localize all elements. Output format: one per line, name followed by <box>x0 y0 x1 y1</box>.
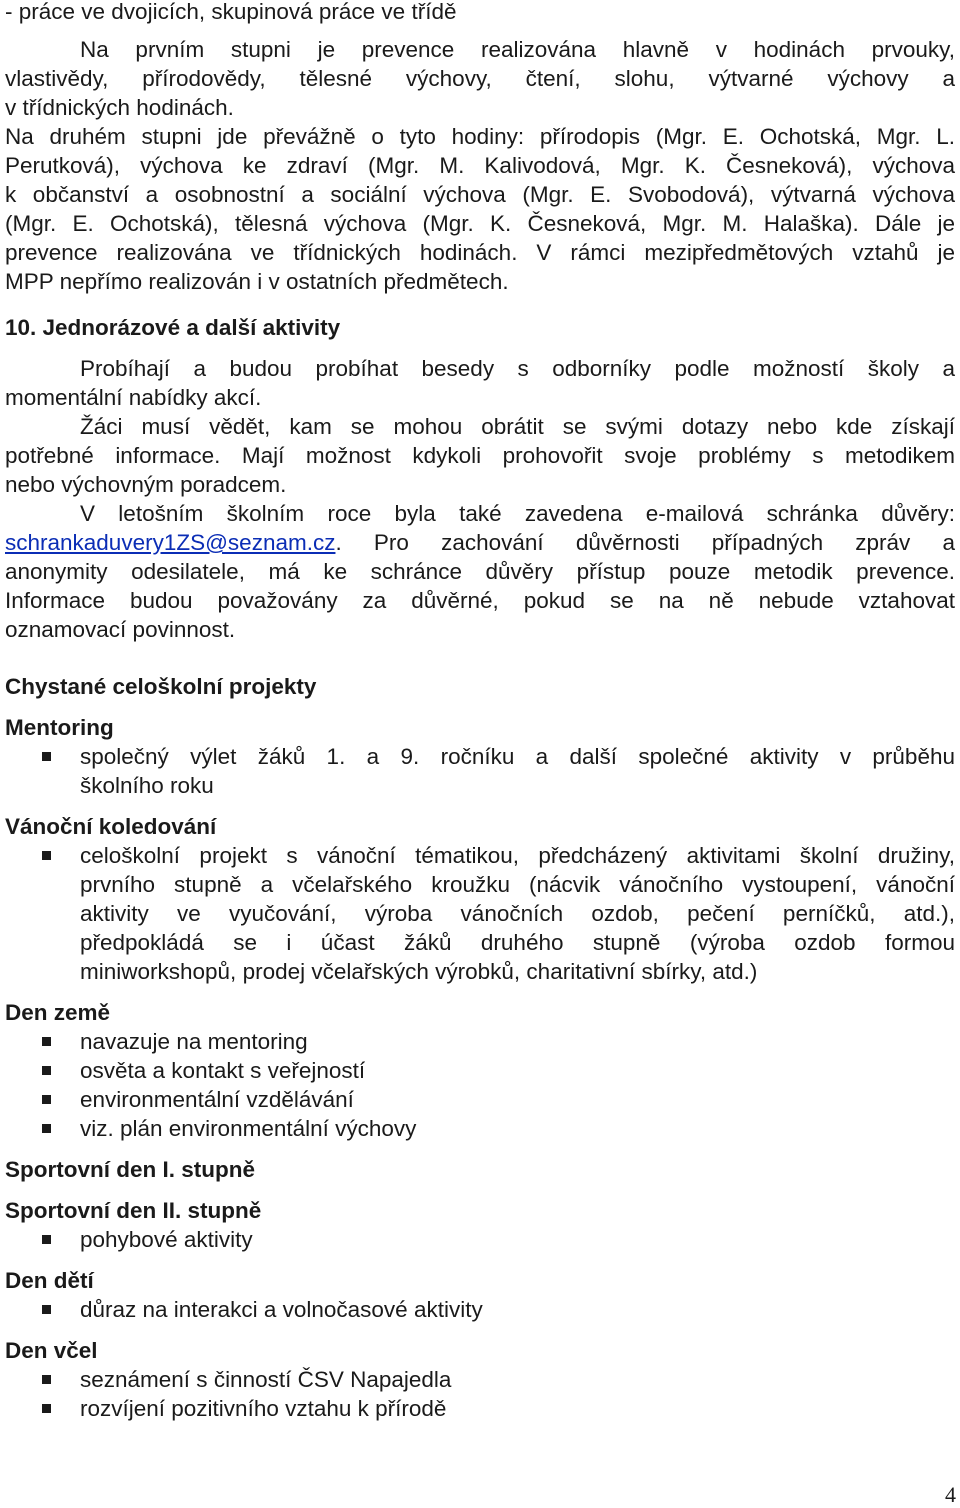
list-item <box>5 1295 955 1324</box>
paragraph-line: prevence realizována ve třídnických hodinách. V rámci mezipředmětových vztahů je <box>5 240 955 265</box>
list-item <box>5 1114 955 1143</box>
vanocni-title: Vánoční koledování <box>5 814 217 839</box>
paragraph-line: Informace budou považovány za důvěrné, pokud se na ně nebude vztahovat <box>5 588 955 613</box>
sport1-title: Sportovní den I. stupně <box>5 1157 256 1182</box>
email-line <box>5 528 955 557</box>
paragraph-line: V letošním školním roce byla také zavedena e-mailová schránka důvěry: <box>80 501 955 526</box>
section-10-heading: 10. Jednorázové a další aktivity <box>5 315 341 340</box>
list-item-line: prvního stupně a včelařského kroužku (nácvik vánočního vystoupení, vánoční <box>80 872 955 897</box>
document-page <box>5 0 955 1423</box>
list-item-line: rozvíjení pozitivního vztahu k přírodě <box>80 1396 447 1421</box>
bullet-icon <box>42 851 51 860</box>
email-link[interactable]: schrankaduvery1ZS@seznam.cz <box>5 530 336 555</box>
list-item-line: navazuje na mentoring <box>80 1029 308 1054</box>
paragraph-line: Probíhají a budou probíhat besedy s odborníky podle možností školy a <box>80 356 955 381</box>
bullet-icon <box>42 1037 51 1046</box>
list-item <box>5 742 955 800</box>
sport2-title: Sportovní den II. stupně <box>5 1198 262 1223</box>
list-item-line: miniworkshopů, prodej včelařských výrobků, charitativní sbírky, atd.) <box>80 959 758 984</box>
paragraph-line: (Mgr. E. Ochotská), tělesná výchova (Mgr. K. Česneková, Mgr. M. Halaška). Dále je <box>5 211 955 236</box>
bullet-icon <box>42 1124 51 1133</box>
list-item <box>5 1056 955 1085</box>
paragraph-line: momentální nabídky akcí. <box>5 385 262 410</box>
list-item-line: osvěta a kontakt s veřejností <box>80 1058 366 1083</box>
paragraph-line: potřebné informace. Mají možnost kdykoli prohovořit svoje problémy s metodikem <box>5 443 955 468</box>
list-item <box>5 1225 955 1254</box>
list-item <box>5 1085 955 1114</box>
email-line-rest: . Pro zachování důvěrnosti případných zpráv a <box>335 530 955 555</box>
paragraph-line: nebo výchovným poradcem. <box>5 472 287 497</box>
list-item-line: viz. plán environmentální výchovy <box>80 1116 417 1141</box>
list-item <box>5 841 955 986</box>
list-item <box>5 1027 955 1056</box>
paragraph-line: k občanství a osobnostní a sociální výchova (Mgr. E. Svobodová), výtvarná výchova <box>5 182 955 207</box>
list-item-line: předpokládá se i účast žáků druhého stupně (výroba ozdob formou <box>80 930 955 955</box>
intro-line: - práce ve dvojicích, skupinová práce ve třídě <box>5 0 457 24</box>
bullet-icon <box>42 752 51 761</box>
list-item-line: celoškolní projekt s vánoční tématikou, předcházený aktivitami školní družiny, <box>80 843 955 868</box>
paragraph-line: vlastivědy, přírodovědy, tělesné výchovy, čtení, slohu, výtvarné výchovy a <box>5 66 955 91</box>
list-item <box>5 1394 955 1423</box>
bullet-icon <box>42 1235 51 1244</box>
list-item-line: seznámení s činností ČSV Napajedla <box>80 1367 452 1392</box>
page-number: 4 <box>945 1482 956 1507</box>
bullet-icon <box>42 1095 51 1104</box>
bullet-icon <box>42 1404 51 1413</box>
den-vcel-title: Den včel <box>5 1338 98 1363</box>
list-item-line: společný výlet žáků 1. a 9. ročníku a další společné aktivity v průběhu <box>80 744 955 769</box>
paragraph-line: Na druhém stupni jde převážně o tyto hodiny: přírodopis (Mgr. E. Ochotská, Mgr. L. <box>5 124 955 149</box>
projects-heading: Chystané celoškolní projekty <box>5 674 317 699</box>
paragraph-line: Na prvním stupni je prevence realizována hlavně v hodinách prvouky, <box>80 37 955 62</box>
prevention-paragraph <box>5 35 955 296</box>
paragraph-line: MPP nepřímo realizován i v ostatních předmětech. <box>5 269 509 294</box>
mentoring-title: Mentoring <box>5 715 114 740</box>
list-item-line: environmentální vzdělávání <box>80 1087 354 1112</box>
bullet-icon <box>42 1305 51 1314</box>
section-10-body <box>5 354 955 644</box>
list-item-line: důraz na interakci a volnočasové aktivity <box>80 1297 483 1322</box>
den-zeme-title: Den země <box>5 1000 111 1025</box>
paragraph-line: Žáci musí vědět, kam se mohou obrátit se svými dotazy nebo kde získají <box>80 414 955 439</box>
paragraph-line: v třídnických hodinách. <box>5 95 234 120</box>
list-item-line: pohybové aktivity <box>80 1227 253 1252</box>
paragraph-line: oznamovací povinnost. <box>5 617 236 642</box>
paragraph-line: Perutková), výchova ke zdraví (Mgr. M. Kalivodová, Mgr. K. Česneková), výchova <box>5 153 955 178</box>
bullet-icon <box>42 1066 51 1075</box>
list-item-line: školního roku <box>80 773 214 798</box>
list-item-line: aktivity ve vyučování, výroba vánočních ozdob, pečení perníčků, atd.), <box>80 901 955 926</box>
list-item <box>5 1365 955 1394</box>
paragraph-line: anonymity odesilatele, má ke schránce důvěry přístup pouze metodik prevence. <box>5 559 955 584</box>
den-deti-title: Den dětí <box>5 1268 94 1293</box>
bullet-icon <box>42 1375 51 1384</box>
